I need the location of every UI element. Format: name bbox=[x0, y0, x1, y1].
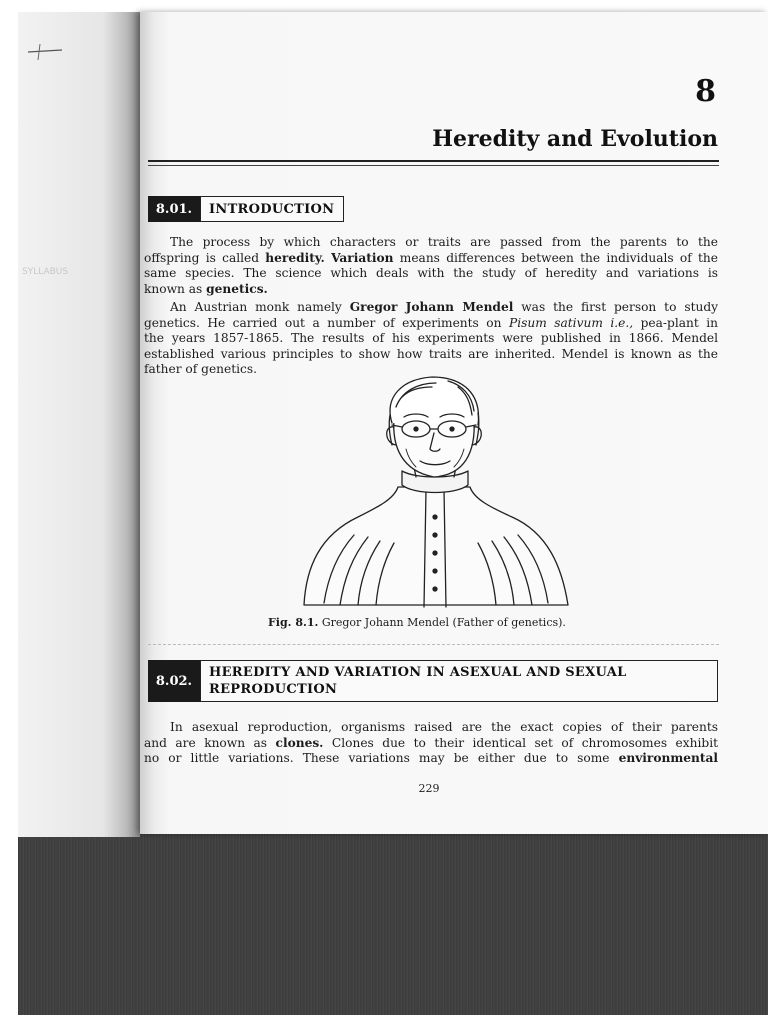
text-line: father of genetics. bbox=[144, 362, 257, 377]
pen-mark bbox=[18, 30, 68, 80]
section-header-8-01 bbox=[148, 196, 344, 222]
paragraph bbox=[144, 235, 718, 297]
title-rule bbox=[148, 160, 719, 162]
section-title bbox=[200, 660, 718, 702]
section-number: 8.02. bbox=[148, 660, 200, 702]
text-line: genetics. He carried out a number of experiments on Pisum sativum i.e., pea-plant in bbox=[144, 315, 719, 330]
divider bbox=[148, 644, 719, 645]
text-line: offspring is called heredity. Variation means differences between the individuals of the bbox=[144, 250, 718, 265]
chapter-title: Heredity and Evolution bbox=[432, 126, 718, 152]
section-title-line: HEREDITY AND VARIATION IN ASEXUAL AND SEXUAL bbox=[209, 665, 627, 680]
section-header-8-02 bbox=[148, 660, 718, 702]
figure-caption-text: Gregor Johann Mendel (Father of genetics). bbox=[321, 616, 566, 629]
page-number: 229 bbox=[418, 782, 440, 795]
text-line: and are known as clones. Clones due to their identical set of chromosomes exhibit bbox=[144, 735, 718, 750]
section-title-line: REPRODUCTION bbox=[209, 682, 338, 697]
text-line: no or little variations. These variations may be either due to some environmental bbox=[144, 751, 718, 766]
text-line: established various principles to show how traits are inherited. Mendel is known as the bbox=[144, 346, 718, 361]
scanner-lid-shadow bbox=[18, 832, 768, 1015]
ghost-text: SYLLABUS bbox=[22, 267, 69, 277]
text-line: known as genetics. bbox=[144, 281, 268, 296]
figure-label: Fig. 8.1. bbox=[268, 616, 319, 629]
text-line: same species. The science which deals with the study of heredity and variations is bbox=[144, 266, 718, 281]
section-title: INTRODUCTION bbox=[200, 196, 344, 222]
title-rule-thin bbox=[148, 165, 719, 166]
section-number: 8.01. bbox=[148, 196, 200, 222]
chapter-number: 8 bbox=[695, 74, 716, 109]
right-page bbox=[140, 12, 768, 834]
left-page bbox=[18, 12, 140, 837]
figure-caption bbox=[268, 616, 728, 629]
text-line: In asexual reproduction, organisms raised are the exact copies of their parents bbox=[170, 720, 718, 734]
mendel-portrait-illustration bbox=[298, 367, 574, 613]
text-line: The process by which characters or traits are passed from the parents to the bbox=[170, 235, 718, 249]
text-line: the years 1857-1865. The results of his experiments were published in 1866. Mendel bbox=[144, 331, 718, 346]
paragraph bbox=[144, 720, 718, 767]
text-line: An Austrian monk namely Gregor Johann Mendel was the first person to study bbox=[170, 300, 719, 314]
